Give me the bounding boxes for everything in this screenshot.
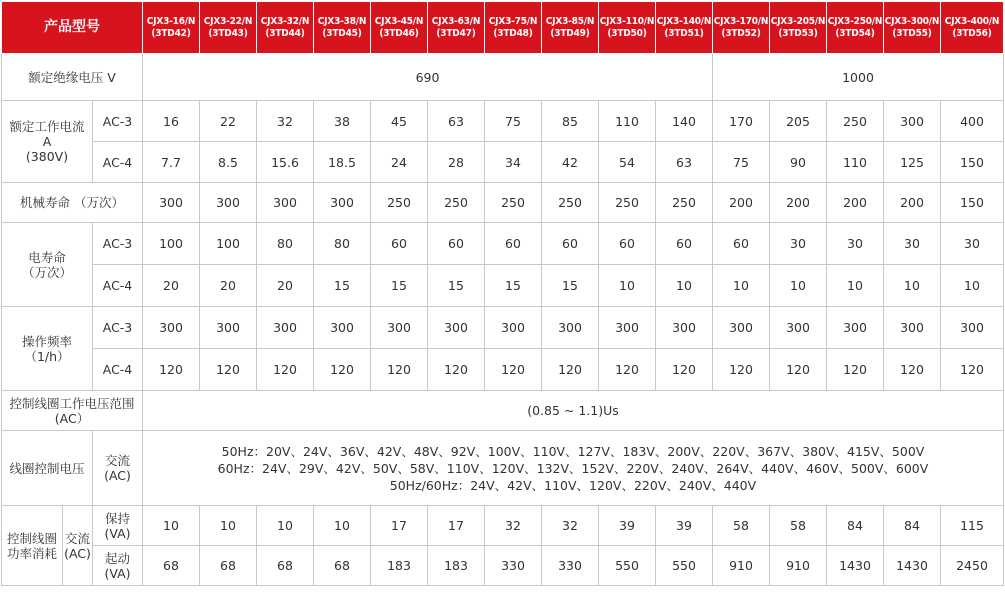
frequency-ac3-cell: 300 bbox=[257, 307, 314, 349]
coil-power-hold-cell: 58 bbox=[770, 506, 827, 546]
current-ac3-row bbox=[2, 101, 1004, 142]
elec-life-ac4-cell: 10 bbox=[599, 265, 656, 307]
mech-life-cell: 200 bbox=[713, 183, 770, 223]
elec-life-ac4-cell: 20 bbox=[143, 265, 200, 307]
model-header-4: CJX3-38/N (3TD45) bbox=[314, 2, 371, 54]
coil-power-hold-cell: 17 bbox=[428, 506, 485, 546]
frequency-ac4-cell: 120 bbox=[656, 349, 713, 391]
coil-power-start-cell: 330 bbox=[485, 546, 542, 586]
current-label: 额定工作电流 A (380V) bbox=[2, 101, 93, 183]
mech-life-cell: 250 bbox=[599, 183, 656, 223]
model-header-14: CJX3-300/N (3TD55) bbox=[884, 2, 941, 54]
model-header-11: CJX3-170/N (3TD52) bbox=[713, 2, 770, 54]
current-ac3-cell: 205 bbox=[770, 101, 827, 142]
frequency-ac4-cell: 120 bbox=[827, 349, 884, 391]
mech-life-cell: 150 bbox=[941, 183, 1004, 223]
frequency-ac4-cell: 120 bbox=[143, 349, 200, 391]
current-ac3-cell: 45 bbox=[371, 101, 428, 142]
frequency-ac3-cell: 300 bbox=[485, 307, 542, 349]
elec-life-ac4-label: AC-4 bbox=[93, 265, 143, 307]
coil-power-start-label: 起动(VA) bbox=[93, 546, 143, 586]
header-row bbox=[2, 2, 1004, 54]
coil-power-sub-label: 交流 (AC) bbox=[63, 506, 93, 586]
elec-life-ac4-cell: 10 bbox=[827, 265, 884, 307]
mech-life-label: 机械寿命 （万次） bbox=[2, 183, 143, 223]
frequency-ac3-label: AC-3 bbox=[93, 307, 143, 349]
current-ac4-cell: 28 bbox=[428, 142, 485, 183]
current-ac3-cell: 75 bbox=[485, 101, 542, 142]
elec-life-ac3-cell: 80 bbox=[257, 223, 314, 265]
coil-power-start-cell: 68 bbox=[257, 546, 314, 586]
coil-voltage-label: 线圈控制电压 bbox=[2, 431, 93, 506]
model-header-12: CJX3-205/N (3TD53) bbox=[770, 2, 827, 54]
frequency-ac4-cell: 120 bbox=[884, 349, 941, 391]
coil-power-hold-label: 保持(VA) bbox=[93, 506, 143, 546]
current-ac3-cell: 22 bbox=[200, 101, 257, 142]
coil-power-hold-row bbox=[2, 506, 1004, 546]
coil-power-start-cell: 330 bbox=[542, 546, 599, 586]
model-header-10: CJX3-140/N (3TD51) bbox=[656, 2, 713, 54]
frequency-ac4-cell: 120 bbox=[599, 349, 656, 391]
current-ac4-cell: 24 bbox=[371, 142, 428, 183]
current-ac4-row bbox=[2, 142, 1004, 183]
corner-header: 产品型号 bbox=[2, 2, 143, 54]
coil-power-hold-cell: 39 bbox=[656, 506, 713, 546]
frequency-ac3-cell: 300 bbox=[827, 307, 884, 349]
control-range-row bbox=[2, 391, 1004, 431]
coil-power-start-cell: 910 bbox=[713, 546, 770, 586]
model-header-6: CJX3-63/N (3TD47) bbox=[428, 2, 485, 54]
mech-life-cell: 300 bbox=[143, 183, 200, 223]
frequency-ac3-cell: 300 bbox=[371, 307, 428, 349]
coil-power-hold-cell: 10 bbox=[257, 506, 314, 546]
frequency-ac3-cell: 300 bbox=[656, 307, 713, 349]
elec-life-ac3-cell: 100 bbox=[200, 223, 257, 265]
mech-life-cell: 300 bbox=[257, 183, 314, 223]
frequency-ac3-cell: 300 bbox=[599, 307, 656, 349]
elec-life-ac3-label: AC-3 bbox=[93, 223, 143, 265]
current-ac4-label: AC-4 bbox=[93, 142, 143, 183]
insulation-value-690: 690 bbox=[143, 54, 713, 101]
coil-power-start-cell: 550 bbox=[656, 546, 713, 586]
elec-life-ac4-cell: 10 bbox=[770, 265, 827, 307]
current-ac3-cell: 63 bbox=[428, 101, 485, 142]
mech-life-cell: 300 bbox=[200, 183, 257, 223]
mech-life-cell: 250 bbox=[485, 183, 542, 223]
elec-life-label: 电寿命 （万次） bbox=[2, 223, 93, 307]
model-header-9: CJX3-110/N (3TD50) bbox=[599, 2, 656, 54]
insulation-row bbox=[2, 54, 1004, 101]
current-ac3-cell: 400 bbox=[941, 101, 1004, 142]
frequency-ac4-cell: 120 bbox=[200, 349, 257, 391]
elec-life-ac4-cell: 20 bbox=[200, 265, 257, 307]
current-ac4-cell: 7.7 bbox=[143, 142, 200, 183]
current-ac3-cell: 140 bbox=[656, 101, 713, 142]
current-ac4-cell: 125 bbox=[884, 142, 941, 183]
model-header-2: CJX3-22/N (3TD43) bbox=[200, 2, 257, 54]
frequency-ac3-cell: 300 bbox=[428, 307, 485, 349]
model-header-7: CJX3-75/N (3TD48) bbox=[485, 2, 542, 54]
elec-life-ac3-cell: 60 bbox=[599, 223, 656, 265]
mech-life-cell: 250 bbox=[542, 183, 599, 223]
model-header-3: CJX3-32/N (3TD44) bbox=[257, 2, 314, 54]
frequency-ac3-cell: 300 bbox=[770, 307, 827, 349]
current-ac4-cell: 42 bbox=[542, 142, 599, 183]
frequency-ac4-cell: 120 bbox=[941, 349, 1004, 391]
frequency-ac3-cell: 300 bbox=[143, 307, 200, 349]
frequency-ac4-cell: 120 bbox=[428, 349, 485, 391]
coil-power-hold-cell: 10 bbox=[143, 506, 200, 546]
elec-life-ac3-cell: 60 bbox=[542, 223, 599, 265]
coil-power-start-cell: 2450 bbox=[941, 546, 1004, 586]
frequency-ac3-cell: 300 bbox=[713, 307, 770, 349]
elec-life-ac4-cell: 15 bbox=[314, 265, 371, 307]
insulation-value-1000: 1000 bbox=[713, 54, 1004, 101]
model-header-1: CJX3-16/N (3TD42) bbox=[143, 2, 200, 54]
mech-life-row bbox=[2, 183, 1004, 223]
current-ac4-cell: 15.6 bbox=[257, 142, 314, 183]
frequency-ac4-row bbox=[2, 349, 1004, 391]
coil-voltage-row bbox=[2, 431, 1004, 506]
elec-life-ac3-cell: 100 bbox=[143, 223, 200, 265]
current-ac4-cell: 54 bbox=[599, 142, 656, 183]
coil-power-start-cell: 183 bbox=[428, 546, 485, 586]
frequency-ac3-cell: 300 bbox=[941, 307, 1004, 349]
coil-voltage-sub-label: 交流(AC) bbox=[93, 431, 143, 506]
spec-table bbox=[1, 1, 1004, 586]
elec-life-ac4-row bbox=[2, 265, 1004, 307]
coil-power-start-cell: 68 bbox=[143, 546, 200, 586]
elec-life-ac3-cell: 60 bbox=[713, 223, 770, 265]
current-ac3-cell: 16 bbox=[143, 101, 200, 142]
current-ac4-cell: 18.5 bbox=[314, 142, 371, 183]
elec-life-ac4-cell: 20 bbox=[257, 265, 314, 307]
coil-power-hold-cell: 84 bbox=[884, 506, 941, 546]
coil-power-hold-cell: 58 bbox=[713, 506, 770, 546]
frequency-ac3-cell: 300 bbox=[200, 307, 257, 349]
frequency-ac3-cell: 300 bbox=[542, 307, 599, 349]
coil-power-start-cell: 550 bbox=[599, 546, 656, 586]
insulation-label: 额定绝缘电压 V bbox=[2, 54, 143, 101]
mech-life-cell: 200 bbox=[884, 183, 941, 223]
current-ac3-cell: 38 bbox=[314, 101, 371, 142]
model-header-8: CJX3-85/N (3TD49) bbox=[542, 2, 599, 54]
elec-life-ac3-cell: 30 bbox=[827, 223, 884, 265]
current-ac3-cell: 250 bbox=[827, 101, 884, 142]
coil-voltage-values bbox=[143, 431, 1004, 506]
elec-life-ac4-cell: 10 bbox=[713, 265, 770, 307]
coil-power-start-cell: 68 bbox=[200, 546, 257, 586]
model-header-13: CJX3-250/N (3TD54) bbox=[827, 2, 884, 54]
current-ac4-cell: 75 bbox=[713, 142, 770, 183]
current-ac3-cell: 170 bbox=[713, 101, 770, 142]
elec-life-ac3-cell: 30 bbox=[941, 223, 1004, 265]
frequency-ac4-cell: 120 bbox=[314, 349, 371, 391]
elec-life-ac3-cell: 60 bbox=[656, 223, 713, 265]
coil-power-start-cell: 1430 bbox=[827, 546, 884, 586]
coil-power-hold-cell: 32 bbox=[542, 506, 599, 546]
coil-power-hold-cell: 115 bbox=[941, 506, 1004, 546]
current-ac4-cell: 8.5 bbox=[200, 142, 257, 183]
elec-life-ac3-cell: 30 bbox=[884, 223, 941, 265]
mech-life-cell: 200 bbox=[770, 183, 827, 223]
current-ac4-cell: 150 bbox=[941, 142, 1004, 183]
current-ac4-cell: 63 bbox=[656, 142, 713, 183]
coil-power-hold-cell: 32 bbox=[485, 506, 542, 546]
mech-life-cell: 250 bbox=[371, 183, 428, 223]
elec-life-ac4-cell: 15 bbox=[542, 265, 599, 307]
coil-power-label: 控制线圈 功率消耗 bbox=[2, 506, 63, 586]
frequency-ac4-cell: 120 bbox=[770, 349, 827, 391]
current-ac4-cell: 34 bbox=[485, 142, 542, 183]
coil-power-start-row bbox=[2, 546, 1004, 586]
elec-life-ac4-cell: 15 bbox=[485, 265, 542, 307]
control-range-value: (0.85 ~ 1.1)Us bbox=[143, 391, 1004, 431]
elec-life-ac3-row bbox=[2, 223, 1004, 265]
frequency-label: 操作频率 （1/h） bbox=[2, 307, 93, 391]
elec-life-ac3-cell: 60 bbox=[371, 223, 428, 265]
frequency-ac4-cell: 120 bbox=[713, 349, 770, 391]
mech-life-cell: 300 bbox=[314, 183, 371, 223]
mech-life-cell: 250 bbox=[428, 183, 485, 223]
frequency-ac3-cell: 300 bbox=[314, 307, 371, 349]
frequency-ac3-row bbox=[2, 307, 1004, 349]
coil-voltage-line-60hz: 60Hz：24V、29V、42V、50V、58V、110V、120V、132V、152V、220V、240V、264V、440V、460V、500V、600V bbox=[217, 460, 929, 476]
frequency-ac4-cell: 120 bbox=[371, 349, 428, 391]
elec-life-ac3-cell: 30 bbox=[770, 223, 827, 265]
model-header-5: CJX3-45/N (3TD46) bbox=[371, 2, 428, 54]
coil-power-start-cell: 68 bbox=[314, 546, 371, 586]
frequency-ac4-cell: 120 bbox=[485, 349, 542, 391]
coil-voltage-line-50-60hz: 50Hz/60Hz：24V、42V、110V、120V、220V、240V、440V bbox=[389, 477, 757, 493]
coil-power-hold-cell: 10 bbox=[200, 506, 257, 546]
current-ac4-cell: 110 bbox=[827, 142, 884, 183]
current-ac3-label: AC-3 bbox=[93, 101, 143, 142]
current-ac3-cell: 85 bbox=[542, 101, 599, 142]
coil-power-hold-cell: 39 bbox=[599, 506, 656, 546]
elec-life-ac4-cell: 15 bbox=[371, 265, 428, 307]
elec-life-ac3-cell: 60 bbox=[428, 223, 485, 265]
elec-life-ac3-cell: 80 bbox=[314, 223, 371, 265]
coil-power-hold-cell: 10 bbox=[314, 506, 371, 546]
elec-life-ac4-cell: 15 bbox=[428, 265, 485, 307]
current-ac4-cell: 90 bbox=[770, 142, 827, 183]
mech-life-cell: 200 bbox=[827, 183, 884, 223]
control-range-label: 控制线圈工作电压范围(AC） bbox=[2, 391, 143, 431]
coil-power-hold-cell: 17 bbox=[371, 506, 428, 546]
current-ac3-cell: 300 bbox=[884, 101, 941, 142]
elec-life-ac4-cell: 10 bbox=[656, 265, 713, 307]
coil-power-start-cell: 183 bbox=[371, 546, 428, 586]
current-ac3-cell: 110 bbox=[599, 101, 656, 142]
frequency-ac3-cell: 300 bbox=[884, 307, 941, 349]
coil-power-start-cell: 910 bbox=[770, 546, 827, 586]
coil-power-start-cell: 1430 bbox=[884, 546, 941, 586]
frequency-ac4-label: AC-4 bbox=[93, 349, 143, 391]
elec-life-ac4-cell: 10 bbox=[884, 265, 941, 307]
mech-life-cell: 250 bbox=[656, 183, 713, 223]
coil-power-hold-cell: 84 bbox=[827, 506, 884, 546]
elec-life-ac3-cell: 60 bbox=[485, 223, 542, 265]
coil-voltage-line-50hz: 50Hz：20V、24V、36V、42V、48V、92V、100V、110V、127V、183V、200V、220V、367V、380V、415V、500V bbox=[221, 443, 925, 459]
frequency-ac4-cell: 120 bbox=[257, 349, 314, 391]
frequency-ac4-cell: 120 bbox=[542, 349, 599, 391]
current-ac3-cell: 32 bbox=[257, 101, 314, 142]
model-header-15: CJX3-400/N (3TD56) bbox=[941, 2, 1004, 54]
elec-life-ac4-cell: 10 bbox=[941, 265, 1004, 307]
